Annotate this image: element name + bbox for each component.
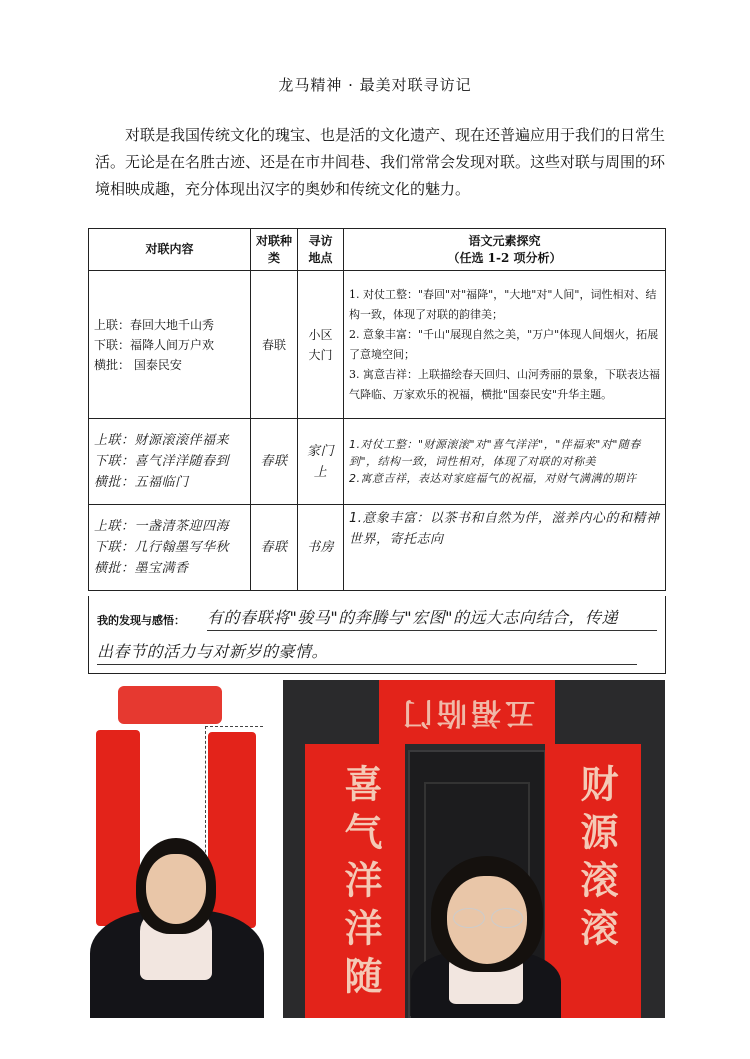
analysis-item: 2. 意象丰富："千山"展现自然之美，"万户"体现人间烟火，拓展了意境空间； <box>349 327 659 361</box>
analysis-item: 2.寓意吉祥，表达对家庭福气的祝福，对财气满满的期许 <box>349 472 637 485</box>
couplet-type-cell: 春联 <box>251 271 298 419</box>
student-figure <box>88 678 268 1018</box>
table-row <box>89 271 666 419</box>
left-photo <box>88 678 268 1018</box>
scroll-text-right: 财源滚滚 <box>574 764 619 956</box>
header-type: 对联种类 <box>251 229 298 271</box>
couplet-content-cell <box>89 271 251 419</box>
place-cell: 家门上 <box>298 419 344 505</box>
analysis-item: 1. 对仗工整："春回"对"福降"，"大地"对"人间"，词性相对、结构一致，体现了对联的韵律美； <box>349 287 657 321</box>
horizontal-line: 横批：墨宝满香 <box>94 561 189 576</box>
place-cell: 书房 <box>298 505 344 591</box>
scroll-text-left: 喜气洋洋随 <box>338 764 383 1004</box>
couplet-content-cell <box>89 505 251 591</box>
analysis-cell <box>344 419 666 505</box>
findings-line-1: 有的春联将"骏马"的奔腾与"宏图"的远大志向结合，传递 <box>207 606 657 631</box>
couplet-type-cell: 春联 <box>251 419 298 505</box>
page-title: 龙马精神 · 最美对联寻访记 <box>278 76 472 94</box>
analysis-cell <box>344 505 666 591</box>
header-analysis <box>344 229 666 271</box>
glasses <box>453 908 485 928</box>
glasses <box>491 908 523 928</box>
header-place: 寻访地点 <box>298 229 344 271</box>
findings-line-2: 出春节的活力与对新岁的豪情。 <box>97 640 637 665</box>
upper-line: 上联：春回大地千山秀 <box>94 317 215 332</box>
header-analysis-subtitle: （任选 1-2 项分析） <box>447 250 562 265</box>
upper-line: 上联：财源滚滚伴福来 <box>94 433 230 448</box>
table-row <box>89 419 666 505</box>
place-cell: 小区大门 <box>298 271 344 419</box>
couplet-content-cell <box>89 419 251 505</box>
horizontal-line: 横批：五福临门 <box>94 475 189 490</box>
right-photo <box>283 680 665 1018</box>
lower-line: 下联：喜气洋洋随春到 <box>94 454 230 469</box>
student-figure <box>283 680 665 1018</box>
header-content: 对联内容 <box>89 229 251 271</box>
analysis-cell <box>344 271 666 419</box>
lower-line: 下联：福降人间万户欢 <box>94 337 215 352</box>
table-header-row <box>89 229 666 271</box>
couplet-table <box>88 228 666 591</box>
banner-text: 五福临门 <box>399 695 535 730</box>
table-row <box>89 505 666 591</box>
lower-line: 下联：几行翰墨写华秋 <box>94 540 230 555</box>
intro-paragraph: 对联是我国传统文化的瑰宝、也是活的文化遗产、现在还普遍应用于我们的日常生活。无论是在名胜古迹、还是在市井闾巷、我们常常会发现对联。这些对联与周围的环境相映成趣，充分体现出汉字的奥妙和传统文化的魅力。 <box>95 126 666 198</box>
analysis-item: 3. 寓意吉祥：上联描绘春天回归、山河秀丽的景象，下联表达福气降临、万家欢乐的祝福，横批"国泰民安"升华主题。 <box>349 367 660 401</box>
findings-box <box>88 596 666 674</box>
couplet-type-cell: 春联 <box>251 505 298 591</box>
findings-label: 我的发现与感悟： <box>97 614 185 627</box>
upper-line: 上联：一盏清茶迎四海 <box>94 519 230 534</box>
horizontal-line: 横批： 国泰民安 <box>94 357 182 372</box>
analysis-item: 1.意象丰富：以茶书和自然为伴，滋养内心的和精神世界，寄托志向 <box>349 511 660 547</box>
header-analysis-title: 语文元素探究 <box>468 233 541 248</box>
analysis-item: 1.对仗工整："财源滚滚"对"喜气洋洋"，"伴福来"对"随春到"，结构一致，词性相对，体现了对联的对称美 <box>349 438 641 468</box>
